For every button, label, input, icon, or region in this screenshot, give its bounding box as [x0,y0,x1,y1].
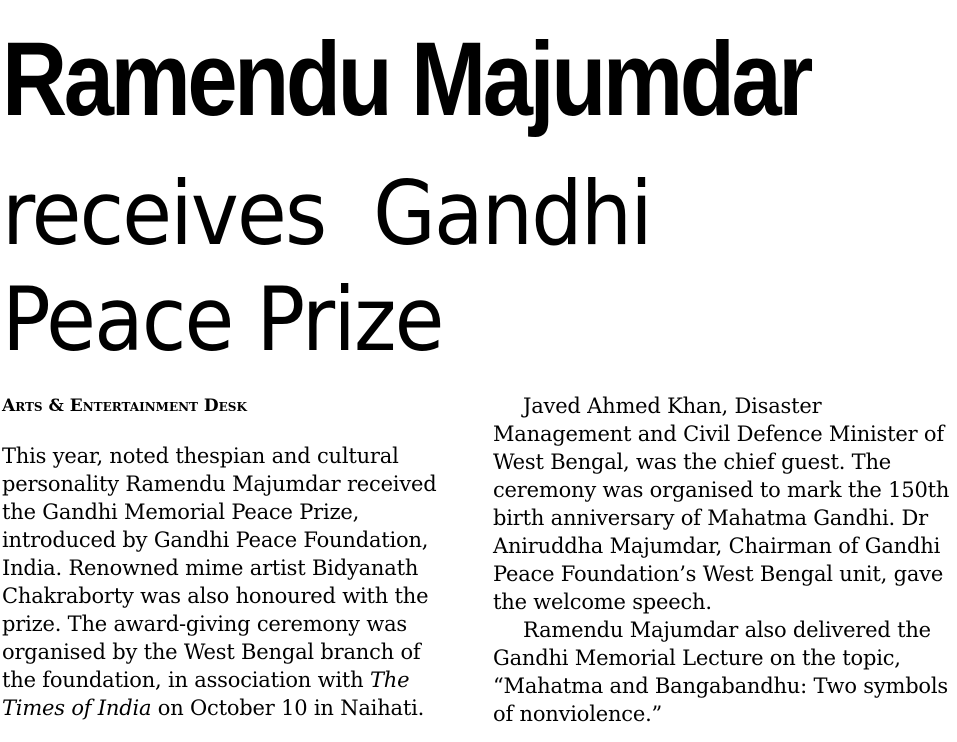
headline-line-3: Peace Prize [2,268,443,371]
headline-line-1: Ramendu Majumdar [2,21,810,138]
paragraph-1-text-a: This year, noted thespian and cultural personality Ramendu Majumdar received the Gandhi Memorial Peace Prize, introduced by Gandhi Peace Foundation, India. Renowned mime artist Bidyanath Chakraborty was also honoured with the prize. The award-giving ceremony was organised by the West Bengal branch of the foundation, in association with [2,444,437,692]
article-column-right [493,392,955,728]
article-paragraph-1 [2,442,452,722]
article-paragraph-2: Javed Ahmed Khan, Disaster Management and Civil Defence Minister of West Bengal, was the chief guest. The ceremony was organised to mark the 150th birth anniversary of Mahatma Gandhi. Dr Aniruddha Majumdar, Chairman of Gandhi Peace Foundation’s West Bengal unit, gave the welcome speech. [493,394,950,614]
headline-line-2: receives Gandhi [2,162,651,265]
paragraph-1-text-b: on October 10 in Naihati. [151,696,425,720]
publication-name: The Times of India [2,668,410,720]
article-column-left [2,392,452,722]
byline: Arts & Entertainment Desk [2,396,247,416]
article-paragraph-3: Ramendu Majumdar also delivered the Gandhi Memorial Lecture on the topic, “Mahatma and Bangabandhu: Two symbols of nonviolence.” [493,618,948,726]
